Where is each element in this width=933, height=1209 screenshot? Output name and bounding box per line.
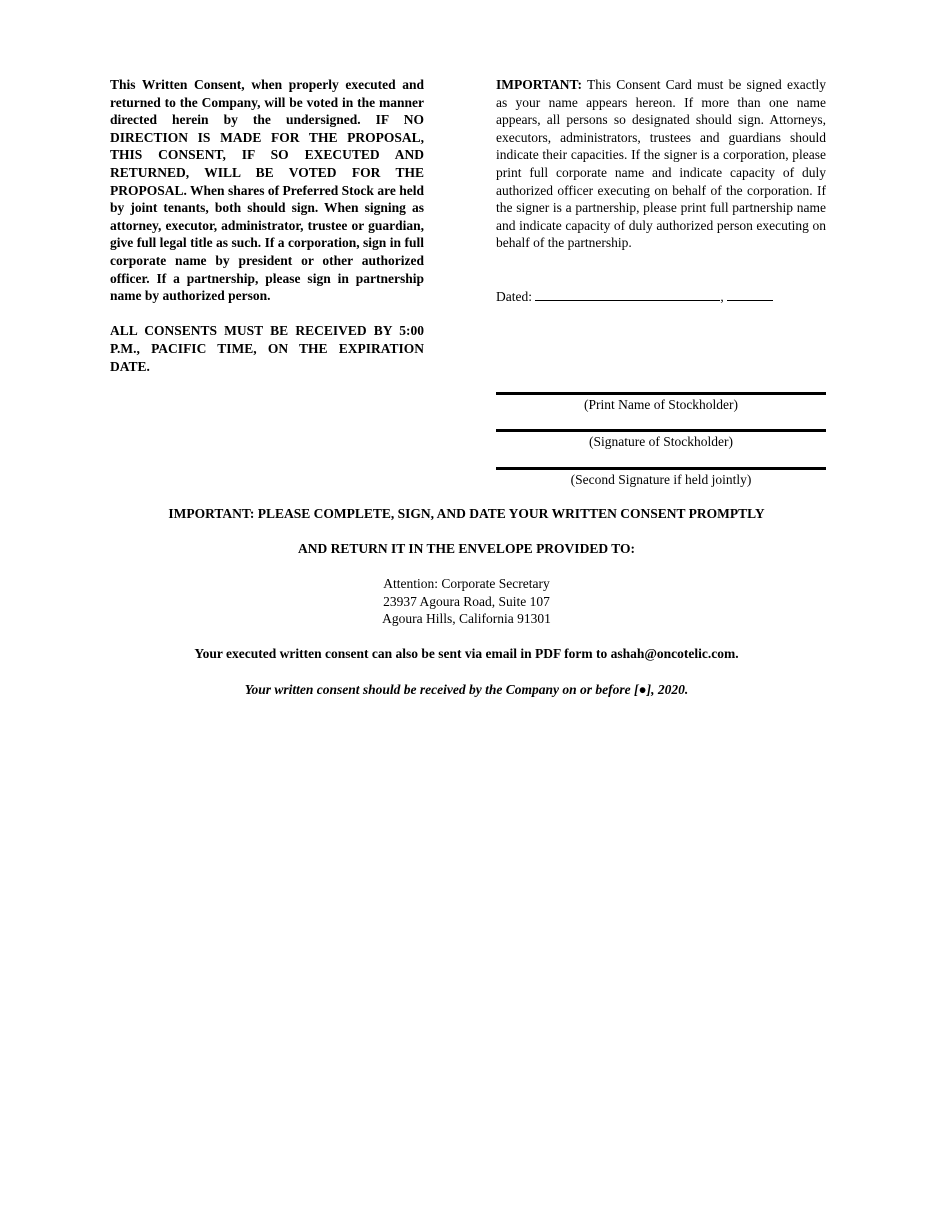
dated-label: Dated: (496, 289, 532, 304)
date-year-blank[interactable] (727, 287, 773, 301)
deadline-warning-paragraph: ALL CONSENTS MUST BE RECEIVED BY 5:00 P.M., PACIFIC TIME, ON THE EXPIRATION DATE. (110, 323, 424, 374)
second-signature-caption: (Second Signature if held jointly) (570, 472, 752, 487)
mailing-address (0, 575, 933, 628)
signing-instructions-paragraph (496, 76, 826, 252)
right-instructions-column (496, 76, 826, 252)
second-signature-line[interactable] (496, 467, 826, 489)
signature-caption: (Signature of Stockholder) (589, 434, 733, 449)
address-line-street: 23937 Agoura Road, Suite 107 (383, 593, 550, 609)
return-heading: AND RETURN IT IN THE ENVELOPE PROVIDED TO: (298, 541, 635, 556)
address-line-city: Agoura Hills, California 91301 (382, 611, 551, 627)
print-name-line[interactable] (496, 392, 826, 414)
print-name-caption: (Print Name of Stockholder) (583, 397, 739, 412)
consent-instructions-paragraph: This Written Consent, when properly executed and returned to the Company, will be voted in the manner directed herein by the undersigned. IF NO DIRECTION IS MADE FOR THE PROPOSAL, THIS CONSENT, IF SO EXECUTED AND RETURNED, WILL BE VOTED FOR THE PROPOSAL. When shares of Preferred Stock are held by joint tenants, both should sign. When signing as attorney, executor, administrator, trustee or guardian, give full legal title as such. If a corporation, sign in full corporate name by president or other authorized officer. If a partnership, please sign in partnership name by authorized person. (110, 77, 424, 304)
left-instructions-column (110, 76, 424, 375)
dated-field[interactable] (496, 287, 773, 306)
signing-instructions-text: This Consent Card must be signed exactly as your name appears hereon. If more than one name appears, all persons so designated should sign. Attorneys, executors, administrators, trustees and guardians should indicate their capacities. If the signer is a corporation, please print full corporate name and indicate capacity of duly authorized officer executing on behalf of the corporation. If the signer is a partnership, please print full partnership name and indicate capacity of duly authorized person executing on behalf of the partnership. (496, 77, 826, 251)
date-month-day-blank[interactable] (535, 287, 720, 301)
signature-line[interactable] (496, 429, 826, 451)
dated-separator: , (720, 289, 724, 304)
email-note: Your executed written consent can also be sent via email in PDF form to ashah@oncotelic.com. (194, 646, 739, 661)
address-line-attention: Attention: Corporate Secretary (383, 576, 550, 591)
deadline-note: Your written consent should be received by the Company on or before [●], 2020. (244, 682, 689, 697)
important-heading: IMPORTANT: PLEASE COMPLETE, SIGN, AND DATE YOUR WRITTEN CONSENT PROMPTLY (168, 506, 765, 521)
important-label: IMPORTANT: (496, 77, 583, 92)
